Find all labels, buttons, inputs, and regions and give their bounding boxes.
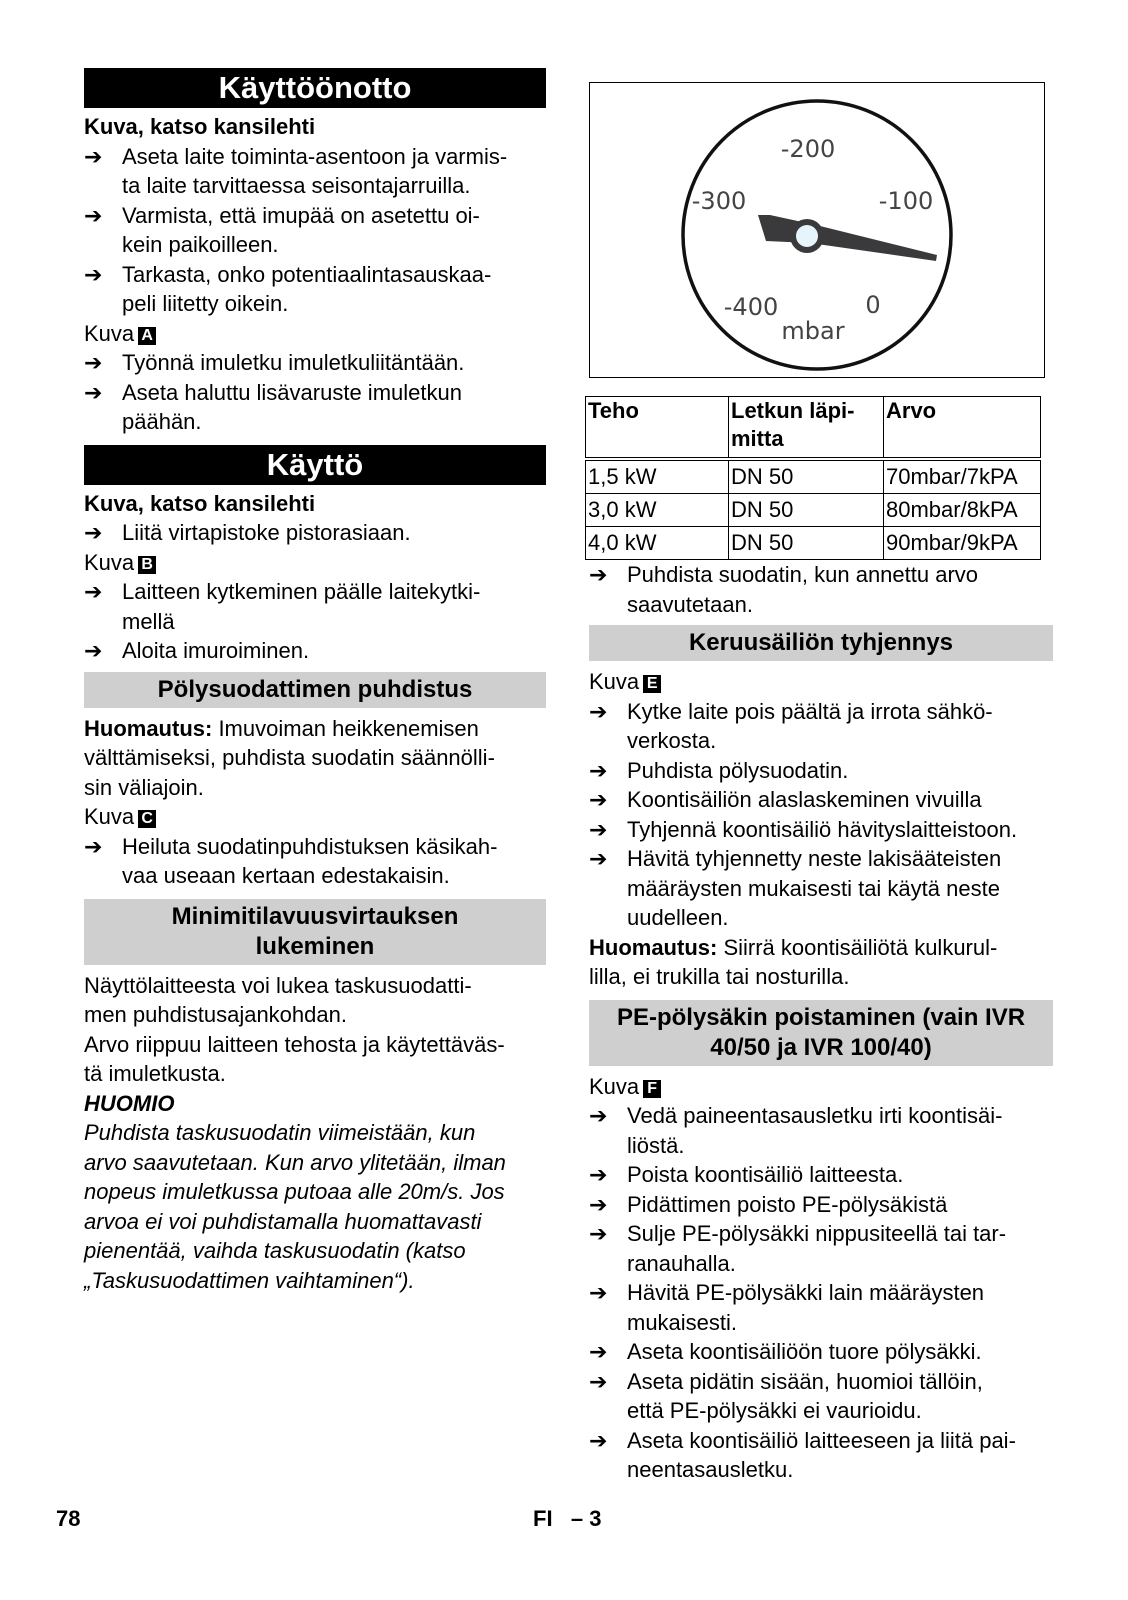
step-list-r3 bbox=[589, 1101, 1053, 1485]
gauge-label: -300 bbox=[691, 187, 747, 215]
table-cell: DN 50 bbox=[729, 494, 884, 527]
step-item: ➔ Sulje PE-pölysäkki nippusiteellä tai tar- ranauhalla. bbox=[589, 1221, 1007, 1276]
step-item: ➔ Heiluta suodatinpuhdistuksen käsikah- vaa useaan kertaan edestakaisin. bbox=[84, 833, 498, 888]
arrow-icon: ➔ bbox=[589, 1103, 608, 1128]
gauge-svg bbox=[590, 83, 1043, 376]
arrow-icon: ➔ bbox=[589, 1162, 608, 1187]
table-header-cell: Letkun läpi- mitta bbox=[729, 397, 884, 460]
arrow-icon: ➔ bbox=[84, 202, 103, 228]
language-code: FI – 3 bbox=[533, 1506, 602, 1531]
arrow-icon: ➔ bbox=[589, 562, 608, 587]
section-title-keruusailio: Keruusäiliön tyhjennys bbox=[589, 625, 1053, 661]
section-title-pe-polysakki: PE-pölysäkin poistaminen (vain IVR 40/50 ja IVR 100/40) bbox=[589, 1000, 1053, 1066]
figure-ref-b: Kuva B bbox=[84, 548, 546, 578]
warning-text: Puhdista taskusuodatin viimeistään, kun arvo saavutetaan. Kun arvo ylitetään, ilman nopeus imuletkussa putoaa alle 20m/s. Jos arvoa ei voi puhdistamalla huomattavasti pienentää, vaihda taskusuodatin (katso „Taskusuodattimen vaihtaminen“). bbox=[84, 1120, 506, 1293]
step-item: ➔ Koontisäiliön alaslaskeminen vivuilla bbox=[589, 785, 1053, 815]
table-row bbox=[586, 494, 1041, 527]
spec-table bbox=[585, 396, 1041, 560]
step-list-r2 bbox=[589, 697, 1053, 933]
arrow-icon: ➔ bbox=[589, 787, 608, 812]
arrow-icon: ➔ bbox=[84, 520, 103, 545]
gauge-label: -100 bbox=[878, 187, 934, 215]
step-item: ➔ Aloita imuroiminen. bbox=[84, 636, 546, 666]
arrow-icon: ➔ bbox=[589, 816, 608, 842]
gauge-label: -200 bbox=[780, 135, 836, 163]
step-list-s3 bbox=[84, 832, 546, 891]
figure-ref-e: Kuva E bbox=[589, 667, 1053, 697]
section-title-minimitilavuus: Minimitilavuusvirtauksen lukeminen bbox=[84, 899, 546, 965]
step-item: ➔ Tyhjennä koontisäiliö hävityslaitteistoon. bbox=[589, 815, 1053, 845]
step-item: ➔ Aseta koontisäiliö laitteeseen ja liitä pai- neentasausletku. bbox=[589, 1427, 1016, 1482]
figure-letter-icon: B bbox=[138, 556, 156, 574]
step-item: ➔ Liitä virtapistoke pistorasiaan. bbox=[84, 518, 546, 548]
arrow-icon: ➔ bbox=[84, 579, 103, 604]
left-column bbox=[84, 68, 546, 1295]
step-item: ➔ Työnnä imuletku imuletkuliitäntään. bbox=[84, 348, 546, 378]
step-item: ➔ Hävitä tyhjennetty neste lakisääteisten määräysten mukaisesti tai käytä neste uudelleen. bbox=[589, 846, 1002, 930]
arrow-icon: ➔ bbox=[589, 1221, 608, 1246]
step-item: ➔ Vedä paineentasausletku irti koontisäi- liöstä. bbox=[589, 1103, 1003, 1158]
arrow-icon: ➔ bbox=[589, 1368, 608, 1394]
arrow-icon: ➔ bbox=[589, 1427, 608, 1453]
pressure-gauge-figure bbox=[589, 82, 1045, 378]
step-item: ➔ Aseta koontisäiliöön tuore pölysäkki. bbox=[589, 1337, 1053, 1367]
arrow-icon: ➔ bbox=[589, 1280, 608, 1305]
arrow-icon: ➔ bbox=[84, 833, 103, 859]
table-cell: 80mbar/8kPA bbox=[884, 494, 1041, 527]
step-item: ➔ Hävitä PE-pölysäkki lain määräysten mukaisesti. bbox=[589, 1280, 985, 1335]
arrow-icon: ➔ bbox=[84, 638, 103, 663]
note-paragraph: Huomautus: Imuvoiman heikkenemisen välttämiseksi, puhdista suodatin säännölli- sin väliajoin. bbox=[84, 715, 495, 800]
arrow-icon: ➔ bbox=[589, 1339, 608, 1364]
subheading-cover-ref: Kuva, katso kansilehti bbox=[84, 114, 316, 139]
right-column bbox=[589, 82, 1053, 1485]
step-item: ➔ Laitteen kytkeminen päälle laitekytki- mellä bbox=[84, 579, 481, 634]
figure-letter-icon: E bbox=[643, 675, 661, 693]
table-cell: 70mbar/7kPA bbox=[884, 459, 1041, 494]
table-cell: 90mbar/9kPA bbox=[884, 527, 1041, 560]
arrow-icon: ➔ bbox=[589, 698, 608, 724]
step-item: ➔ Aseta laite toiminta-asentoon ja varmis- ta laite tarvittaessa seisontajarruilla. bbox=[84, 143, 508, 198]
step-item: ➔ Tarkasta, onko potentiaalintasauskaa- peli liitetty oikein. bbox=[84, 261, 492, 316]
step-list-r1 bbox=[589, 560, 1053, 619]
arrow-icon: ➔ bbox=[589, 757, 608, 783]
page-number: 78 bbox=[56, 1506, 81, 1531]
step-item: ➔ Kytke laite pois päältä ja irrota sähkö- verkosta. bbox=[589, 698, 993, 753]
step-item: ➔ Puhdista pölysuodatin. bbox=[589, 756, 1053, 786]
arrow-icon: ➔ bbox=[84, 350, 103, 375]
figure-letter-icon: C bbox=[138, 810, 156, 828]
gauge-label: -400 bbox=[723, 293, 779, 321]
step-list-s1 bbox=[84, 142, 546, 319]
step-list-s2 bbox=[84, 577, 546, 666]
step-list-s1b bbox=[84, 348, 546, 437]
warning-label: HUOMIO bbox=[84, 1090, 175, 1116]
table-header-cell: Arvo bbox=[884, 397, 1041, 460]
table-header-row bbox=[586, 397, 1041, 460]
figure-ref-f: Kuva F bbox=[589, 1072, 1053, 1102]
note-paragraph: Huomautus: Siirrä koontisäiliötä kulkurul- lilla, ei trukilla tai nosturilla. bbox=[589, 934, 998, 989]
section-title-kaytto: Käyttö bbox=[84, 445, 546, 485]
table-header-cell: Teho bbox=[586, 397, 729, 460]
table-row bbox=[586, 527, 1041, 560]
section-title-polysuodatin: Pölysuodattimen puhdistus bbox=[84, 672, 546, 708]
table-row bbox=[586, 459, 1041, 494]
table-cell: DN 50 bbox=[729, 527, 884, 560]
subheading-cover-ref-2: Kuva, katso kansilehti bbox=[84, 490, 316, 516]
table-cell: 3,0 kW bbox=[586, 494, 729, 527]
body-paragraph: Näyttölaitteesta voi lukea taskusuodatti- men puhdistusajankohdan. Arvo riippuu laitteen tehosta ja käytettäväs- tä imuletkusta. bbox=[84, 972, 505, 1086]
step-item: ➔ Poista koontisäiliö laitteesta. bbox=[589, 1160, 1053, 1190]
step-item: ➔ Pidättimen poisto PE-pölysäkistä bbox=[589, 1190, 1053, 1220]
step-item: ➔ Puhdista suodatin, kun annettu arvo saavutetaan. bbox=[589, 562, 979, 617]
step-item: ➔ Aseta haluttu lisävaruste imuletkun päähän. bbox=[84, 379, 462, 434]
figure-letter-icon: A bbox=[138, 327, 156, 345]
arrow-icon: ➔ bbox=[589, 1191, 608, 1217]
arrow-icon: ➔ bbox=[84, 379, 103, 405]
arrow-icon: ➔ bbox=[84, 143, 103, 169]
section-title-kayttoonotto: Käyttöönotto bbox=[84, 68, 546, 108]
figure-ref-a: Kuva A bbox=[84, 319, 546, 349]
step-item: ➔ Aseta pidätin sisään, huomioi tällöin, että PE-pölysäkki ei vaurioidu. bbox=[589, 1368, 983, 1423]
table-cell: 1,5 kW bbox=[586, 459, 729, 494]
arrow-icon: ➔ bbox=[589, 846, 608, 871]
gauge-unit: mbar bbox=[781, 317, 845, 345]
figure-letter-icon: F bbox=[643, 1080, 661, 1098]
step-item: ➔ Varmista, että imupää on asetettu oi- kein paikoilleen. bbox=[84, 202, 480, 257]
figure-ref-c: Kuva C bbox=[84, 802, 546, 832]
gauge-label: 0 bbox=[865, 291, 881, 319]
table-cell: DN 50 bbox=[729, 459, 884, 494]
table-cell: 4,0 kW bbox=[586, 527, 729, 560]
arrow-icon: ➔ bbox=[84, 261, 103, 287]
